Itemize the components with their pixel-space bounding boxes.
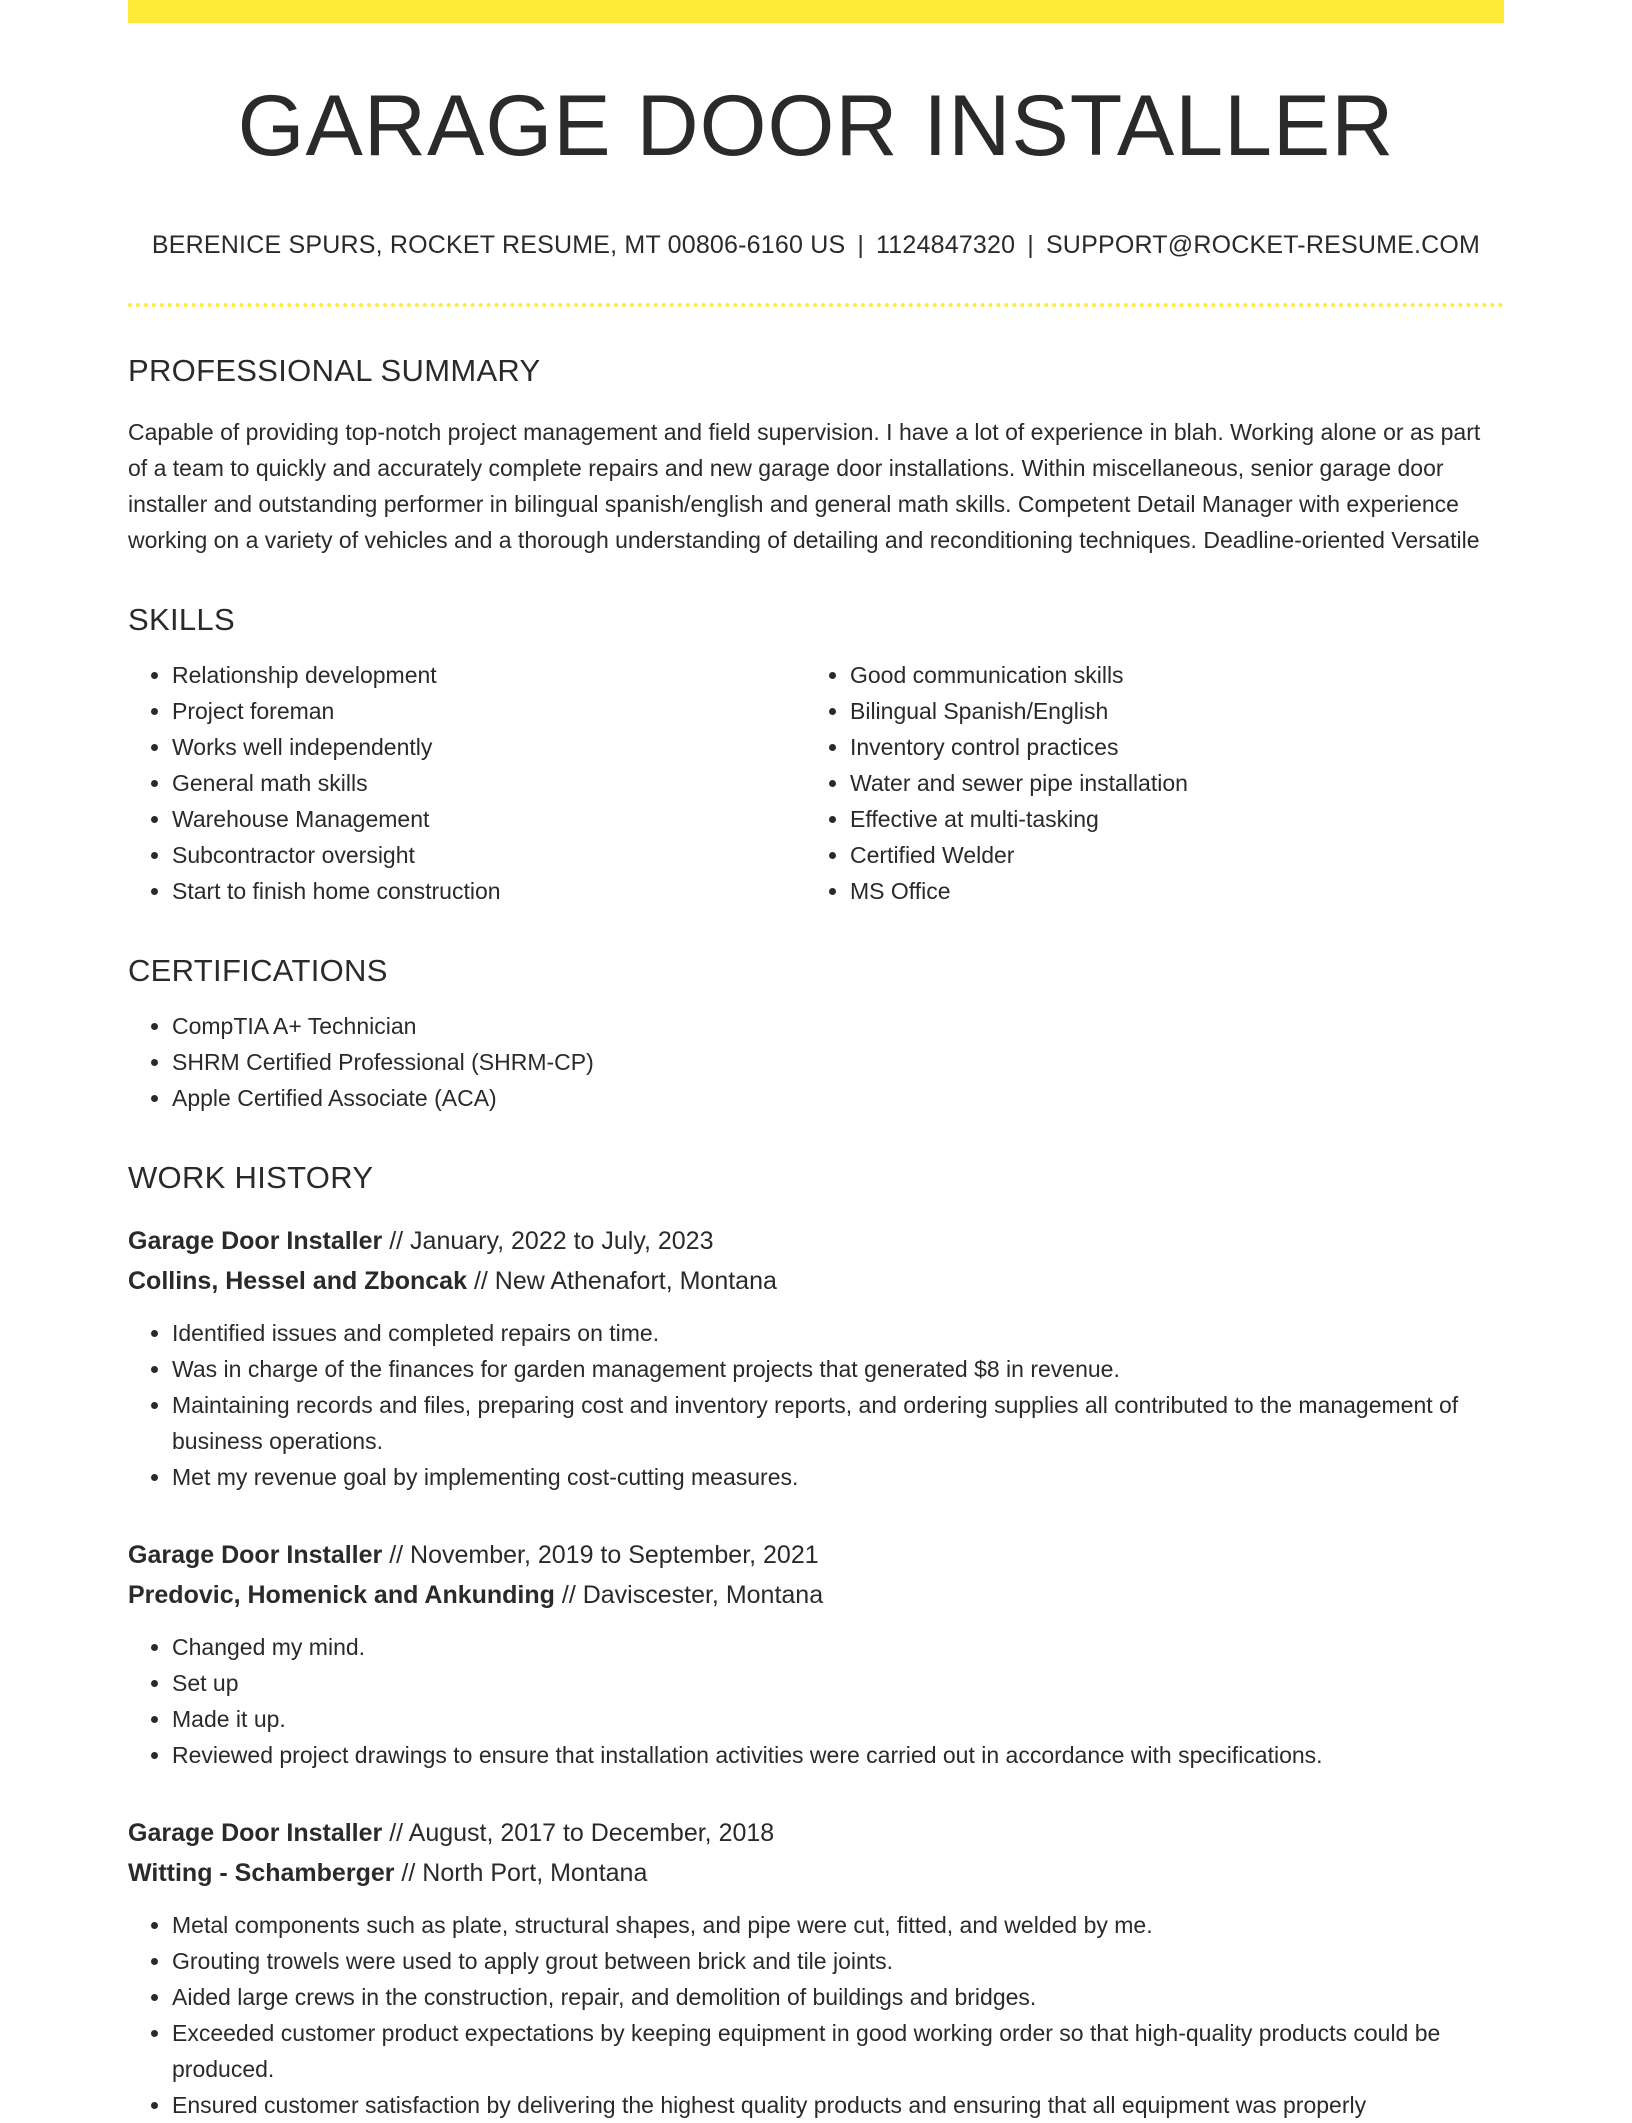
job-bullet: • Set up xyxy=(172,1665,1504,1701)
job-bullet: • Grouting trowels were used to apply grout between brick and tile joints. xyxy=(172,1943,1504,1979)
accent-top-bar xyxy=(128,0,1504,23)
job-bullet: • Reviewed project drawings to ensure that installation activities were carried out in accordance with specifications. xyxy=(172,1737,1504,1773)
skills-grid xyxy=(128,657,1504,909)
work-history-section xyxy=(128,1162,1504,2123)
contact-separator: | xyxy=(1027,231,1034,259)
contact-email: SUPPORT@ROCKET-RESUME.COM xyxy=(1045,231,1481,259)
job-dates: // August, 2017 to December, 2018 xyxy=(389,1819,775,1847)
job-bullet: • Identified issues and completed repairs on time. xyxy=(172,1315,1504,1351)
job-bullets xyxy=(128,1907,1504,2123)
job-title-line xyxy=(128,1221,1504,1261)
certifications-heading: CERTIFICATIONS xyxy=(128,953,388,988)
header-divider xyxy=(128,303,1504,307)
job-bullet: • Met my revenue goal by implementing cost-cutting measures. xyxy=(172,1459,1504,1495)
contact-phone: 1124847320 xyxy=(876,231,1016,259)
skill-item: • Good communication skills xyxy=(850,657,1484,693)
contact-separator: | xyxy=(857,231,865,259)
skill-item: • Project foreman xyxy=(172,693,806,729)
page-title: GARAGE DOOR INSTALLER xyxy=(237,78,1395,174)
certification-item: • Apple Certified Associate (ACA) xyxy=(172,1080,1504,1116)
job-location: // North Port, Montana xyxy=(401,1859,648,1887)
skill-item: • Bilingual Spanish/English xyxy=(850,693,1484,729)
work-history-heading: WORK HISTORY xyxy=(128,1160,374,1195)
certifications-list xyxy=(128,1008,1504,1116)
job-title: Garage Door Installer xyxy=(128,1819,383,1847)
certifications-section xyxy=(128,955,1504,1116)
job-company: Collins, Hessel and Zboncak xyxy=(128,1267,467,1295)
job-title: Garage Door Installer xyxy=(128,1227,383,1255)
skills-heading: SKILLS xyxy=(128,602,235,637)
summary-section xyxy=(128,355,1504,558)
skill-item: • Inventory control practices xyxy=(850,729,1484,765)
job-bullet: • Ensured customer satisfaction by delivering the highest quality products and ensuring that all equipment was properly xyxy=(172,2087,1504,2123)
resume-page xyxy=(128,0,1504,2123)
skill-item: • Subcontractor oversight xyxy=(172,837,806,873)
job-bullets xyxy=(128,1629,1504,1773)
job-company-line xyxy=(128,1575,1504,1615)
job-dates: // November, 2019 to September, 2021 xyxy=(389,1541,819,1569)
summary-text: Capable of providing top-notch project management and field supervision. I have a lot of experience in blah. Working alone or as part of a team to quickly and accurately complete repairs and new garage door installations. Within miscellaneous, senior garage door installer and outstanding performer in bilingual spanish/english and general math skills. Competent Detail Manager with experience working on a variety of vehicles and a thorough understanding of detailing and reconditioning techniques. Deadline-oriented Versatile xyxy=(128,419,1481,553)
certification-item: • CompTIA A+ Technician xyxy=(172,1008,1504,1044)
job-bullet: • Metal components such as plate, structural shapes, and pipe were cut, fitted, and welded by me. xyxy=(172,1907,1504,1943)
skill-item: • Warehouse Management xyxy=(172,801,806,837)
job-bullet: • Maintaining records and files, preparing cost and inventory reports, and ordering supplies all contributed to the management of business operations. xyxy=(172,1387,1504,1459)
job-bullet: • Was in charge of the finances for garden management projects that generated $8 in revenue. xyxy=(172,1351,1504,1387)
skill-item: • Relationship development xyxy=(172,657,806,693)
skill-item: • Start to finish home construction xyxy=(172,873,806,909)
skill-item: • MS Office xyxy=(850,873,1484,909)
skill-item: • General math skills xyxy=(172,765,806,801)
job-title-line xyxy=(128,1813,1504,1853)
skills-section xyxy=(128,604,1504,909)
job-bullet: • Aided large crews in the construction, repair, and demolition of buildings and bridges. xyxy=(172,1979,1504,2015)
job-company: Witting - Schamberger xyxy=(128,1859,395,1887)
contact-line xyxy=(128,231,1504,260)
job-company-line xyxy=(128,1261,1504,1301)
skill-item: • Water and sewer pipe installation xyxy=(850,765,1484,801)
summary-heading: PROFESSIONAL SUMMARY xyxy=(128,353,541,388)
job-title-line xyxy=(128,1535,1504,1575)
job-company-line xyxy=(128,1853,1504,1893)
job-location: // New Athenafort, Montana xyxy=(473,1267,777,1295)
certification-item: • SHRM Certified Professional (SHRM-CP) xyxy=(172,1044,1504,1080)
skills-list-left xyxy=(128,657,806,909)
skill-item: • Works well independently xyxy=(172,729,806,765)
job-location: // Daviscester, Montana xyxy=(561,1581,824,1609)
job-title: Garage Door Installer xyxy=(128,1541,383,1569)
job-entry xyxy=(128,1535,1504,1773)
contact-address: BERENICE SPURS, ROCKET RESUME, MT 00806-6160 US xyxy=(151,231,846,259)
skill-item: • Certified Welder xyxy=(850,837,1484,873)
skills-list-right xyxy=(806,657,1484,909)
job-entry xyxy=(128,1813,1504,2123)
job-bullet: • Changed my mind. xyxy=(172,1629,1504,1665)
job-bullets xyxy=(128,1315,1504,1495)
skill-item: • Effective at multi-tasking xyxy=(850,801,1484,837)
job-bullet: • Exceeded customer product expectations by keeping equipment in good working order so that high-quality products could be produced. xyxy=(172,2015,1504,2087)
job-bullet: • Made it up. xyxy=(172,1701,1504,1737)
job-dates: // January, 2022 to July, 2023 xyxy=(389,1227,714,1255)
job-entry xyxy=(128,1221,1504,1495)
job-company: Predovic, Homenick and Ankunding xyxy=(128,1581,555,1609)
